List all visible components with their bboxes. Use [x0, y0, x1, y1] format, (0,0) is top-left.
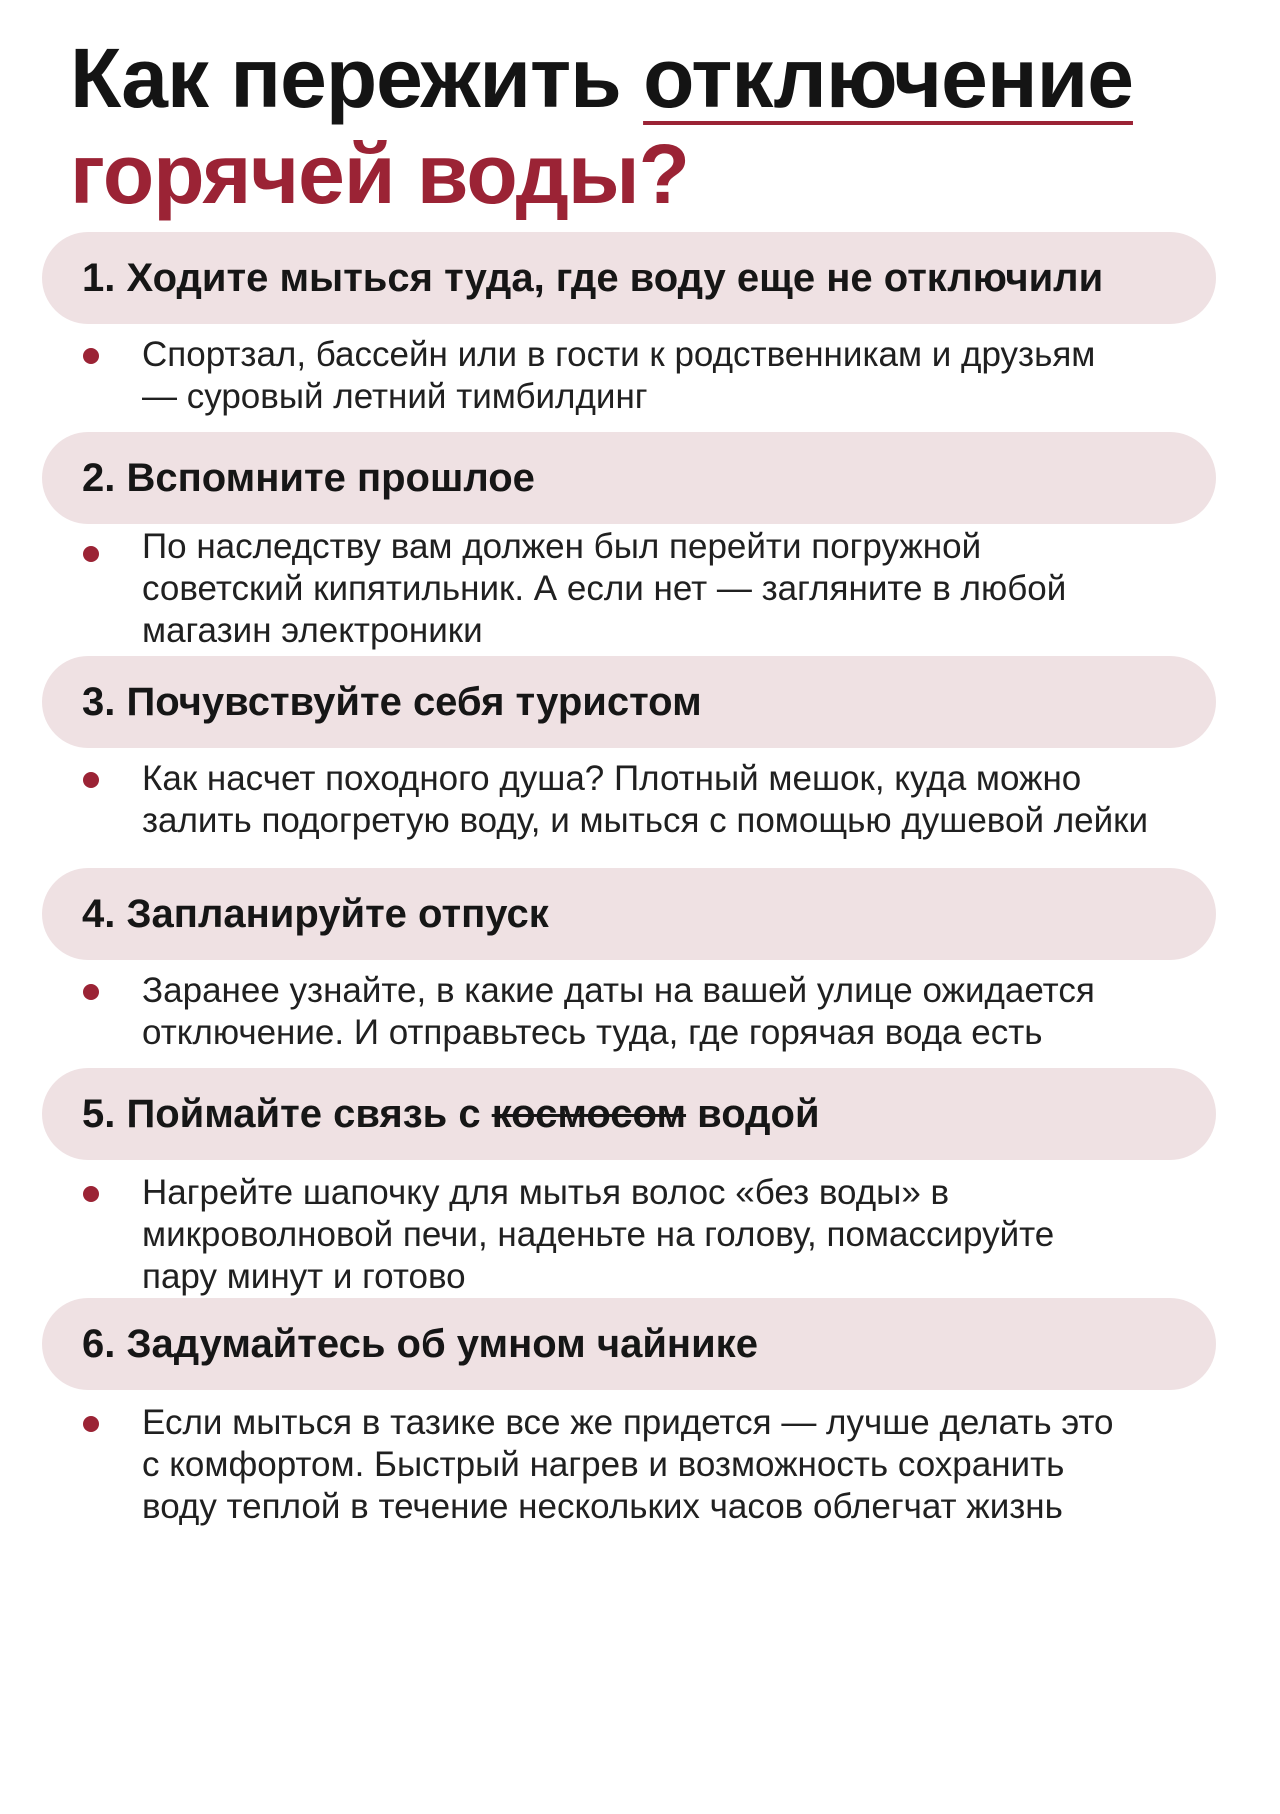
bullet-line: пару минут и готово [142, 1257, 466, 1296]
bullet-line: Как насчет походного душа? Плотный мешок, куда можно [142, 759, 1082, 798]
heading-start: 5. Поймайте связь с [82, 1091, 492, 1136]
section-heading-3: 3. Почувствуйте себя туристом [42, 656, 1216, 748]
bullet-line: залить подогретую воду, и мыться с помощью душевой лейки [142, 801, 1149, 840]
section-heading-6: 6. Задумайтесь об умном чайнике [42, 1298, 1216, 1390]
bullet-line: Спортзал, бассейн или в гости к родственникам и друзьям [142, 335, 1096, 374]
bullet-dot [83, 772, 99, 788]
bullet-dot [83, 1416, 99, 1432]
bullet-text [142, 970, 1262, 1054]
bullet-line: микроволновой печи, наденьте на голову, помассируйте [142, 1215, 1055, 1254]
title-line-2: горячей воды? [70, 127, 689, 221]
heading-struck-word: космосом [491, 1091, 687, 1136]
bullet-line: Заранее узнайте, в какие даты на вашей улице ожидается [142, 971, 1095, 1010]
bullet-line: Нагрейте шапочку для мытья волос «без воды» в [142, 1173, 950, 1212]
section-heading-2: 2. Вспомните прошлое [42, 432, 1216, 524]
title-plain: Как пережить [70, 31, 644, 125]
bullet-line: По наследству вам должен был перейти погружной [142, 527, 982, 566]
bullet-text [142, 526, 1262, 652]
bullet-dot [83, 348, 99, 364]
bullet-text [142, 334, 1262, 418]
heading-end: водой [686, 1091, 820, 1136]
section-heading-4: 4. Запланируйте отпуск [42, 868, 1216, 960]
bullet-text [142, 758, 1262, 842]
bullet-line: магазин электроники [142, 611, 483, 650]
bullet-text [142, 1172, 1262, 1298]
bullet-line: советский кипятильник. А если нет — загляните в любой [142, 569, 1067, 608]
bullet-line: — суровый летний тимбилдинг [142, 377, 648, 416]
bullet-dot [83, 546, 99, 562]
section-heading-1: 1. Ходите мыться туда, где воду еще не отключили [42, 232, 1216, 324]
title-underlined-word: отключение [643, 31, 1133, 125]
bullet-line: отключение. И отправьтесь туда, где горячая вода есть [142, 1013, 1043, 1052]
bullet-dot [83, 1186, 99, 1202]
section-heading-5 [42, 1068, 1216, 1160]
bullet-line: Если мыться в тазике все же придется — лучше делать это [142, 1403, 1114, 1442]
bullet-line: воду теплой в течение нескольких часов облегчат жизнь [142, 1487, 1063, 1526]
title-line-1 [70, 30, 1133, 126]
page-title [70, 30, 1133, 222]
bullet-dot [83, 984, 99, 1000]
bullet-line: с комфортом. Быстрый нагрев и возможность сохранить [142, 1445, 1065, 1484]
bullet-text [142, 1402, 1262, 1528]
